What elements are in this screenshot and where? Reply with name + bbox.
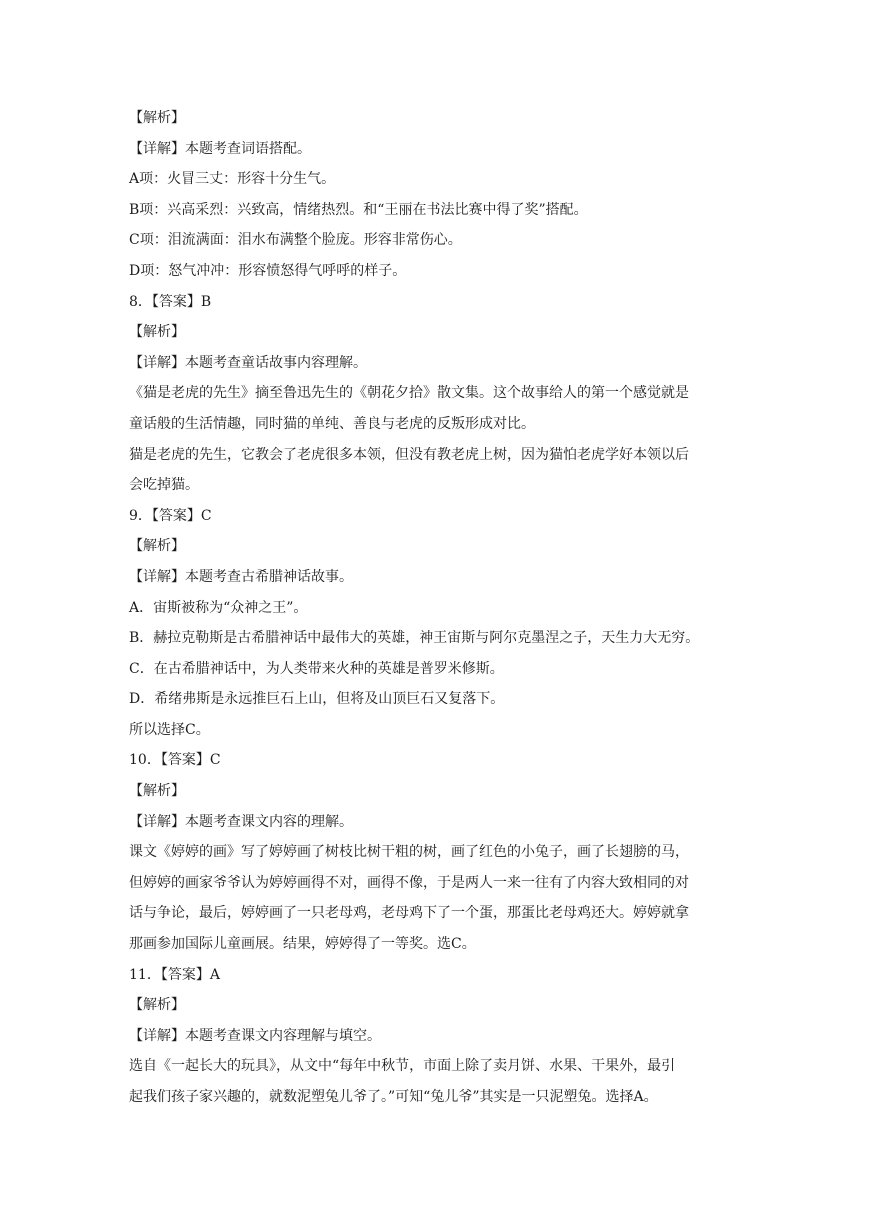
- body-text-line: 会吃掉猫。: [129, 477, 199, 494]
- answer-q9: 9．【答案】C: [129, 507, 212, 524]
- explanation-line: 【详解】本题考查课文内容的理解。: [129, 813, 353, 830]
- body-text-line: 话与争论，最后，婷婷画了一只老母鸡，老母鸡下了一个蛋，那蛋比老母鸡还大。婷婷就拿: [129, 905, 689, 922]
- body-text-line: 课文《婷婷的画》写了婷婷画了树枝比树干粗的树，画了红色的小兔子，画了长翅膀的马，: [129, 844, 689, 861]
- option-d-line: D项：怒气冲冲：形容愤怒得气呼呼的样子。: [129, 262, 407, 279]
- explanation-line: 【详解】本题考查词语搭配。: [129, 140, 311, 157]
- body-text-line: 起我们孩子家兴趣的，就数泥塑兔儿爷了。”可知“兔儿爷”其实是一只泥塑兔。选择A。: [129, 1089, 658, 1105]
- body-text-line: 《猫是老虎的先生》摘至鲁迅先生的《朝花夕拾》散文集。这个故事给人的第一个感觉就是: [129, 385, 689, 402]
- option-b-line: B．赫拉克勒斯是古希腊神话中最伟大的英雄，神王宙斯与阿尔克墨涅之子，天生力大无穷。: [129, 630, 700, 647]
- body-text-line: 但婷婷的画家爷爷认为婷婷画得不对，画得不像，于是两人一来一往有了内容大致相同的对: [129, 874, 689, 891]
- option-b-line: B项：兴高采烈：兴致高，情绪热烈。和“王丽在书法比赛中得了奖”搭配。: [129, 201, 588, 218]
- section-heading-analysis: 【解析】: [129, 538, 185, 555]
- option-d-line: D．希绪弗斯是永远推巨石上山，但将及山顶巨石又复落下。: [129, 691, 505, 708]
- answer-q10: 10．【答案】C: [129, 752, 221, 769]
- answer-q8: 8．【答案】B: [129, 293, 212, 310]
- section-heading-analysis: 【解析】: [129, 110, 185, 126]
- explanation-line: 【详解】本题考查课文内容理解与填空。: [129, 1027, 381, 1044]
- body-text-line: 猫是老虎的先生，它教会了老虎很多本领，但没有教老虎上树，因为猫怕老虎学好本领以后: [129, 446, 689, 463]
- option-a-line: A项：火冒三丈：形容十分生气。: [129, 171, 336, 188]
- section-heading-analysis: 【解析】: [129, 997, 185, 1014]
- conclusion-line: 所以选择C。: [129, 721, 210, 738]
- explanation-line: 【详解】本题考查古希腊神话故事。: [129, 568, 353, 585]
- option-c-line: C．在古希腊神话中，为人类带来火种的英雄是普罗米修斯。: [129, 660, 504, 677]
- section-heading-analysis: 【解析】: [129, 324, 185, 341]
- option-a-line: A．宙斯被称为“众神之王”。: [129, 599, 308, 616]
- body-text-line: 选自《一起长大的玩具》，从文中“每年中秋节，市面上除了卖月饼、水果、干果外，最引: [129, 1058, 676, 1075]
- option-c-line: C项：泪流满面：泪水布满整个脸庞。形容非常伤心。: [129, 232, 462, 249]
- document-page: [129, 103, 741, 1113]
- answer-q11: 11．【答案】A: [129, 966, 220, 983]
- section-heading-analysis: 【解析】: [129, 783, 185, 800]
- body-text-line: 童话般的生活情趣，同时猫的单纯、善良与老虎的反叛形成对比。: [129, 415, 535, 432]
- body-text-line: 那画参加国际儿童画展。结果，婷婷得了一等奖。选C。: [129, 936, 476, 953]
- explanation-line: 【详解】本题考查童话故事内容理解。: [129, 354, 367, 371]
